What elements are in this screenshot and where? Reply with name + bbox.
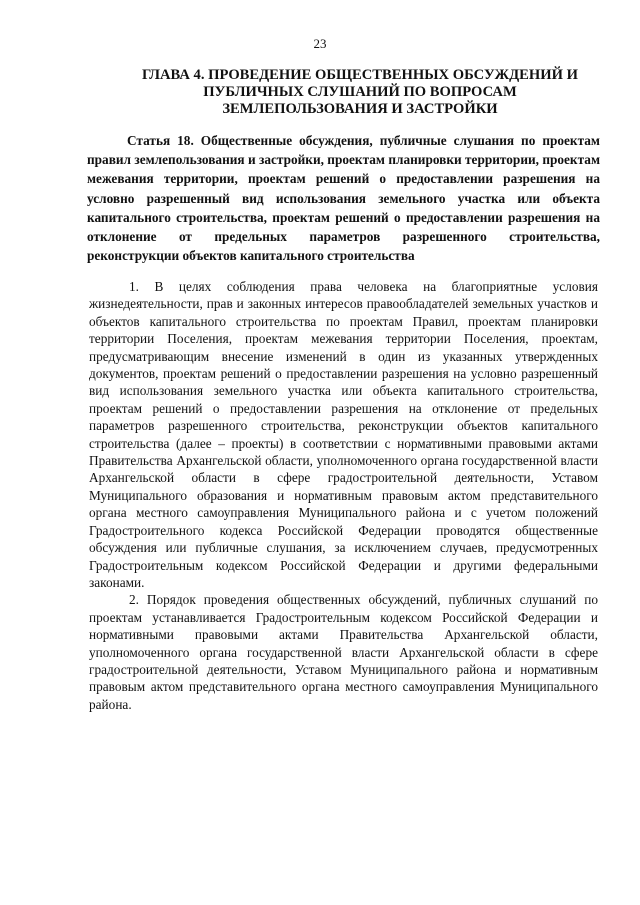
- page-number: 23: [313, 36, 327, 51]
- article-title: Статья 18. Общественные обсуждения, публичные слушания по проектам правил землепользования и застройки, проектам планировки территории, проектам межевания территории, проектам решений о предоставлении разрешения на условно разрешенный вид использования земельного участка или объекта капитального строительства, проектам решений о предоставлении разрешения на отклонение от предельных параметров разрешенного строительства, реконструкции объектов капитального строительства: [87, 133, 600, 264]
- paragraph-2: 2. Порядок проведения общественных обсуждений, публичных слушаний по проектам устанавливается Градостроительным кодексом Российской Федерации и нормативными правовыми актами Правительства Архангельской области, уполномоченного органа государственной власти Архангельской области в сфере градостроительной деятельности, Уставом Муниципального района и нормативным правовым актом представительного органа местного самоуправления Муниципального района.: [89, 592, 598, 712]
- paragraph-1: 1. В целях соблюдения права человека на благоприятные условия жизнедеятельности, прав и законных интересов правообладателей земельных участков и объектов капитального строительства по проектам Правил, проектам планировки территории Поселения, проектам межевания территории Поселения, проектам, предусматривающим внесение изменений в один из указанных утвержденных документов, проектам решений о предоставлении разрешения на условно разрешенный вид использования земельного участка или объекта капитального строительства, проектам решений о предоставлении разрешения на отклонение от предельных параметров разрешенного строительства, реконструкции объектов капитального строительства (далее – проекты) в соответствии с нормативными правовыми актами Правительства Архангельской области, уполномоченного органа государственной власти Архангельской области в сфере градостроительной деятельности, Уставом Муниципального образования и нормативным правовым актом представительного органа местного самоуправления Муниципального района и с учетом положений Градостроительного кодекса Российской Федерации проводятся общественные обсуждения или публичные слушания, за исключением случаев, предусмотренных Градостроительным кодексом Российской Федерации и другими федеральными законами.: [89, 279, 598, 590]
- chapter-title: ГЛАВА 4. ПРОВЕДЕНИЕ ОБЩЕСТВЕННЫХ ОБСУЖДЕНИЙ И ПУБЛИЧНЫХ СЛУШАНИЙ ПО ВОПРОСАМ ЗЕМЛЕПОЛЬЗОВАНИЯ И ЗАСТРОЙКИ: [142, 67, 578, 117]
- article-body: [89, 278, 598, 713]
